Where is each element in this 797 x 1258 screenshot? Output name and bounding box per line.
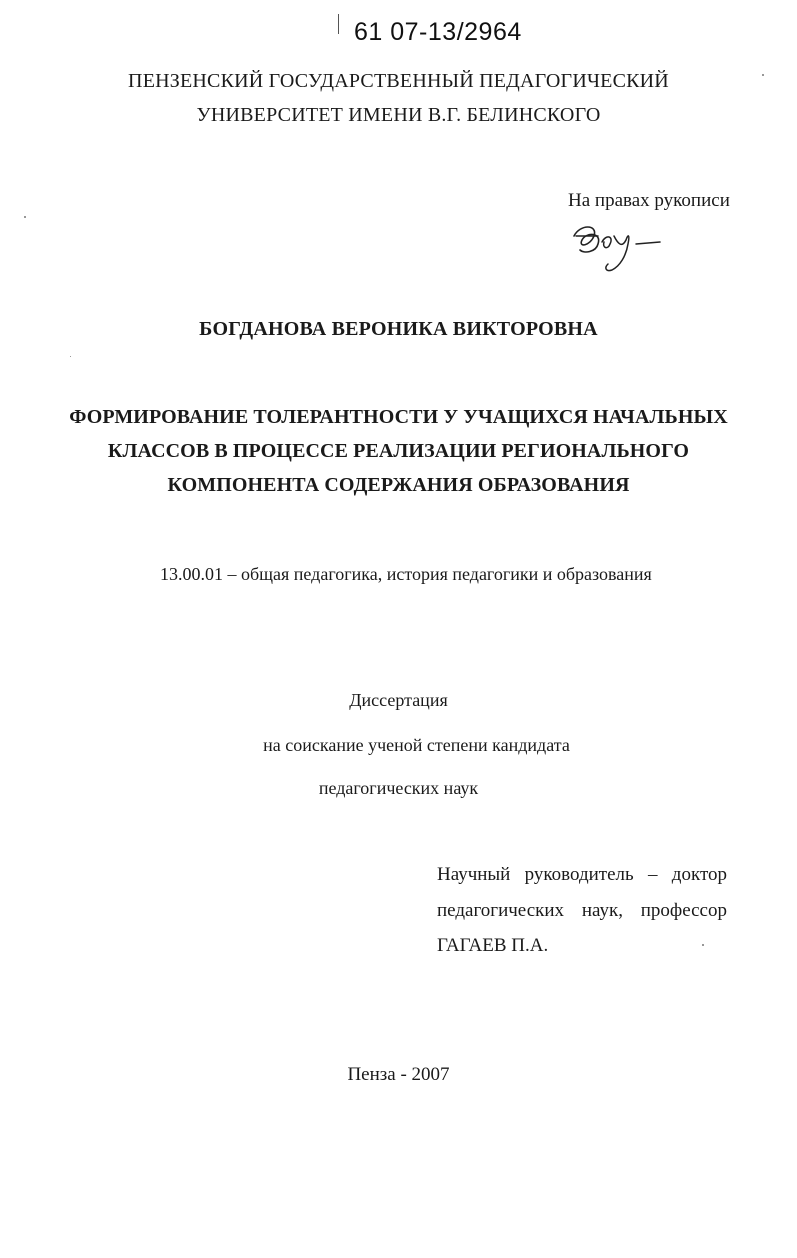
manuscript-rights-note: На правах рукописи xyxy=(568,190,730,211)
scan-speck xyxy=(70,356,71,357)
scan-speck xyxy=(702,944,704,946)
thesis-title-line-3: КОМПОНЕНТА СОДЕРЖАНИЯ ОБРАЗОВАНИЯ xyxy=(167,474,630,496)
dissertation-label: Диссертация xyxy=(349,690,448,710)
thesis-title-line-1: ФОРМИРОВАНИЕ ТОЛЕРАНТНОСТИ У УЧАЩИХСЯ НАЧАЛЬНЫХ xyxy=(69,406,728,428)
supervisor-line-1: Научный руководитель – доктор xyxy=(437,864,727,885)
university-name-line-1: ПЕНЗЕНСКИЙ ГОСУДАРСТВЕННЫЙ ПЕДАГОГИЧЕСКИЙ xyxy=(128,70,669,92)
archive-stamp-number: 61 07-13/2964 xyxy=(354,18,522,46)
city-year: Пенза - 2007 xyxy=(347,1064,450,1085)
specialty-code: 13.00.01 – общая педагогика, история педагогики и образования xyxy=(160,564,652,584)
degree-line: на соискание ученой степени кандидата xyxy=(263,735,570,755)
science-field: педагогических наук xyxy=(318,778,479,798)
scan-speck xyxy=(24,216,26,218)
supervisor-name: ГАГАЕВ П.А. xyxy=(437,935,549,956)
thesis-title-line-2: КЛАССОВ В ПРОЦЕССЕ РЕАЛИЗАЦИИ РЕГИОНАЛЬНОГО xyxy=(107,440,690,462)
scan-speck xyxy=(762,74,764,76)
author-name: БОГДАНОВА ВЕРОНИКА ВИКТОРОВНА xyxy=(199,318,598,340)
stamp-mark xyxy=(338,14,339,34)
supervisor-line-2: педагогических наук, профессор xyxy=(437,900,727,921)
handwritten-signature xyxy=(568,214,678,276)
university-name-line-2: УНИВЕРСИТЕТ ИМЕНИ В.Г. БЕЛИНСКОГО xyxy=(196,104,601,126)
